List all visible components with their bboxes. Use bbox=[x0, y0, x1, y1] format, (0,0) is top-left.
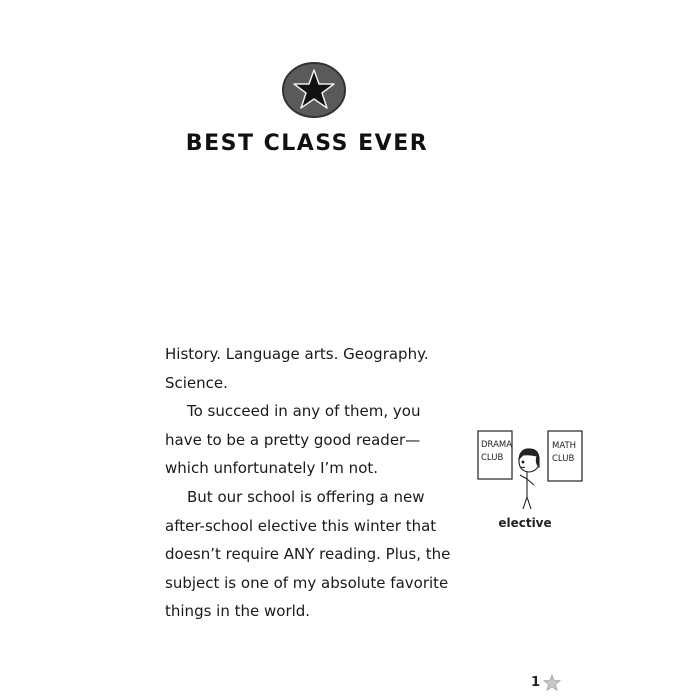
chapter-title: BEST CLASS EVER bbox=[185, 131, 429, 156]
text-line: Science. bbox=[165, 373, 228, 392]
text-line: things in the world. bbox=[165, 602, 311, 621]
body-text bbox=[165, 340, 465, 626]
text-line: History. Language arts. Geography. bbox=[165, 345, 429, 363]
star-icon bbox=[543, 674, 561, 692]
text-line: after-school elective this winter that bbox=[165, 516, 437, 535]
text-line: which unfortunately I’m not. bbox=[165, 459, 379, 478]
math-sign-line-1: MATH bbox=[552, 441, 577, 451]
math-sign-line-2: CLUB bbox=[552, 454, 575, 464]
star-badge-icon bbox=[279, 60, 349, 120]
illustration-caption: elective bbox=[498, 516, 552, 530]
drama-club-sign bbox=[478, 431, 512, 479]
text-line: doesn’t require ANY reading. Plus, the bbox=[165, 545, 451, 564]
page-number: 1 bbox=[531, 675, 541, 690]
kid-figure bbox=[519, 449, 539, 509]
text-line: But our school is offering a new bbox=[187, 487, 425, 506]
text-line: subject is one of my absolute favorite bbox=[165, 573, 449, 592]
drama-sign-line-1: DRAMA bbox=[481, 440, 513, 450]
drama-sign-line-2: CLUB bbox=[481, 453, 504, 463]
math-club-sign bbox=[548, 431, 582, 481]
text-line: To succeed in any of them, you bbox=[187, 402, 421, 421]
text-line: have to be a pretty good reader— bbox=[165, 430, 421, 449]
